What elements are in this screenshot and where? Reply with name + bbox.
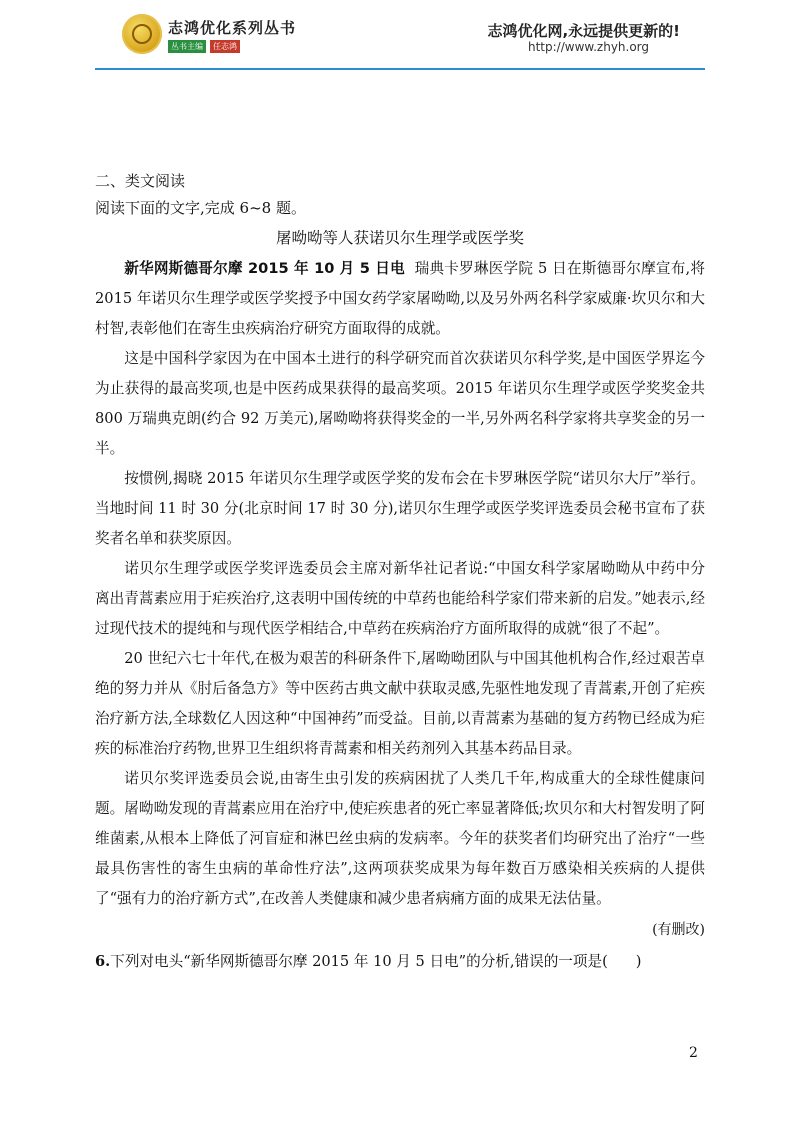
article-paragraph-6: 诺贝尔奖评选委员会说,由寄生虫引发的疾病困扰了人类几千年,构成重大的全球性健康问题。屠呦呦发现的青蒿素应用在治疗中,使疟疾患者的死亡率显著降低;坎贝尔和大村智发明了阿维菌素,从根本上降低了河盲症和淋巴丝虫病的发病率。今年的获奖者们均研究出了治疗“一些最具伤害性的寄生虫病的革命性疗法”,这两项获奖成果为每年数百万感染相关疾病的人提供了“强有力的治疗新方式”,在改善人类健康和减少患者病痛方面的成果无法估量。 (95, 770, 705, 907)
article-dateline: 新华网斯德哥尔摩 2015 年 10 月 5 日电 (124, 260, 405, 277)
question-stem: 下列对电头“新华网斯德哥尔摩 2015 年 10 月 5 日电”的分析,错误的一项是( (110, 953, 608, 970)
question-number: 6. (95, 953, 111, 970)
site-title: 志鸿优化网,永远提供更新的! (487, 22, 680, 40)
reading-instruction: 阅读下面的文字,完成 6~8 题。 (95, 199, 306, 217)
article-paragraph-5: 20 世纪六七十年代,在极为艰苦的科研条件下,屠呦呦团队与中国其他机构合作,经过艰苦卓绝的努力并从《肘后备急方》等中医药古典文献中获取灵感,先驱性地发现了青蒿素,开创了疟疾治疗新方法,全球数亿人因这种“中国神药”而受益。目前,以青蒿素为基础的复方药物已经成为疟疾的标准治疗药物,世界卫生组织将青蒿素和相关药剂列入其基本药品目录。 (95, 650, 705, 757)
document-body (95, 170, 705, 976)
source-note: (有删改) (652, 922, 705, 938)
article-paragraph-4: 诺贝尔生理学或医学奖评选委员会主席对新华社记者说:“中国女科学家屠呦呦从中药中分离出青蒿素应用于疟疾治疗,这表明中国传统的中草药也能给科学家们带来新的启发。”她表示,经过现代技术的提纯和与现代医学相结合,中草药在疾病治疗方面所取得的成就“很了不起”。 (95, 560, 705, 637)
editor-label: 丛书主编 (168, 40, 206, 53)
article-paragraph-1 (95, 254, 705, 344)
series-title: 志鸿优化系列丛书 (168, 19, 297, 37)
article-paragraph-3: 按惯例,揭晓 2015 年诺贝尔生理学或医学奖的发布会在卡罗琳医学院“诺贝尔大厅”举行。当地时间 11 时 30 分(北京时间 17 时 30 分),诺贝尔生理学或医学奖评选委员会秘书宣布了获奖者名单和获奖原因。 (95, 470, 705, 547)
site-url: http://www.zhyh.org (528, 40, 650, 54)
section-heading: 二、类文阅读 (95, 172, 186, 190)
page-header (0, 0, 800, 70)
series-logo-icon (122, 14, 162, 54)
editor-name: 任志鸿 (210, 40, 240, 53)
question-6 (95, 948, 705, 976)
page-number: 2 (689, 1045, 698, 1061)
question-stem-end: ) (635, 953, 642, 970)
header-divider (95, 68, 705, 70)
article-paragraph-1-text: 瑞典卡罗琳医学院 5 日在斯德哥尔摩宣布,将 2015 年诺贝尔生理学或医学奖授予中国女药学家屠呦呦,以及另外两名科学家威廉·坎贝尔和大村智,表彰他们在寄生虫疾病治疗研究方面取得的成就。 (95, 260, 705, 337)
article-paragraph-2: 这是中国科学家因为在中国本土进行的科学研究而首次获诺贝尔科学奖,是中国医学界迄今为止获得的最高奖项,也是中医药成果获得的最高奖项。2015 年诺贝尔生理学或医学奖奖金共 800 万瑞典克朗(约合 92 万美元),屠呦呦将获得奖金的一半,另外两名科学家将共享奖金的另一半。 (95, 350, 705, 457)
editor-line (168, 40, 240, 53)
article-title: 屠呦呦等人获诺贝尔生理学或医学奖 (275, 229, 524, 247)
